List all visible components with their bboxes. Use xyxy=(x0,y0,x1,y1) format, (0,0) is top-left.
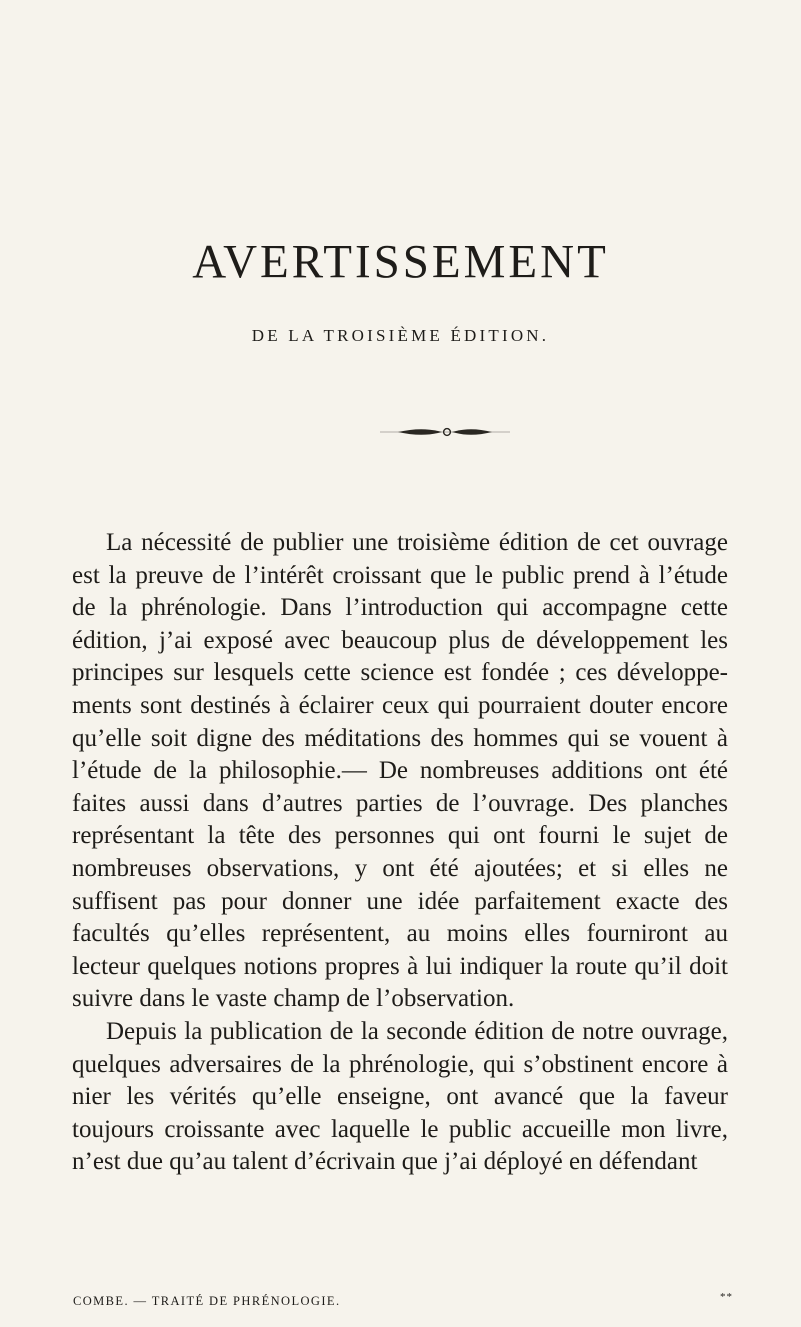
page-title: AVERTISSEMENT xyxy=(192,235,609,289)
body-text xyxy=(72,527,728,1179)
paragraph: La nécessité de publier une troisième édition de cet ouvrage est la preuve de l’intérêt croissant que le public prend à l’étude de la phrénologie. Dans l’introduction qui accompagne cette édition, j’ai exposé avec beaucoup plus de développement les principes sur lesquels cette science est fondée ; ces développements sont destinés à éclairer ceux qui pourraient douter encore qu’elle soit digne des méditations des hommes qui se vouent à l’étude de la philosophie.— De nombreuses additions ont été faites aussi dans d’autres parties de l’ouvrage. Des planches représentant la tête des personnes qui ont fourni le sujet de nombreuses observations, y ont été ajoutées; et si elles ne suffisent pas pour donner une idée parfaitement exacte des facultés qu’elles représentent, au moins elles fourniront au lecteur quelques notions propres à lui indiquer la route qu’il doit suivre dans le vaste champ de l’observation. xyxy=(72,529,728,1013)
paragraph: Depuis la publication de la seconde édition de notre ouvrage, quelques adversaires de la phrénologie, qui s’obstinent encore à nier les vérités qu’elle enseigne, ont avancé que la faveur toujours croissante avec laquelle le public accueille mon livre, n’est due qu’au talent d’écrivain que j’ai déployé en défendant xyxy=(72,1017,728,1176)
page-subtitle: DE LA TROISIÈME ÉDITION. xyxy=(251,326,550,345)
decorative-rule-icon xyxy=(380,425,510,439)
signature-mark: ** xyxy=(720,1291,733,1303)
running-footer: COMBE. — TRAITÉ DE PHRÉNOLOGIE. xyxy=(73,1294,341,1308)
